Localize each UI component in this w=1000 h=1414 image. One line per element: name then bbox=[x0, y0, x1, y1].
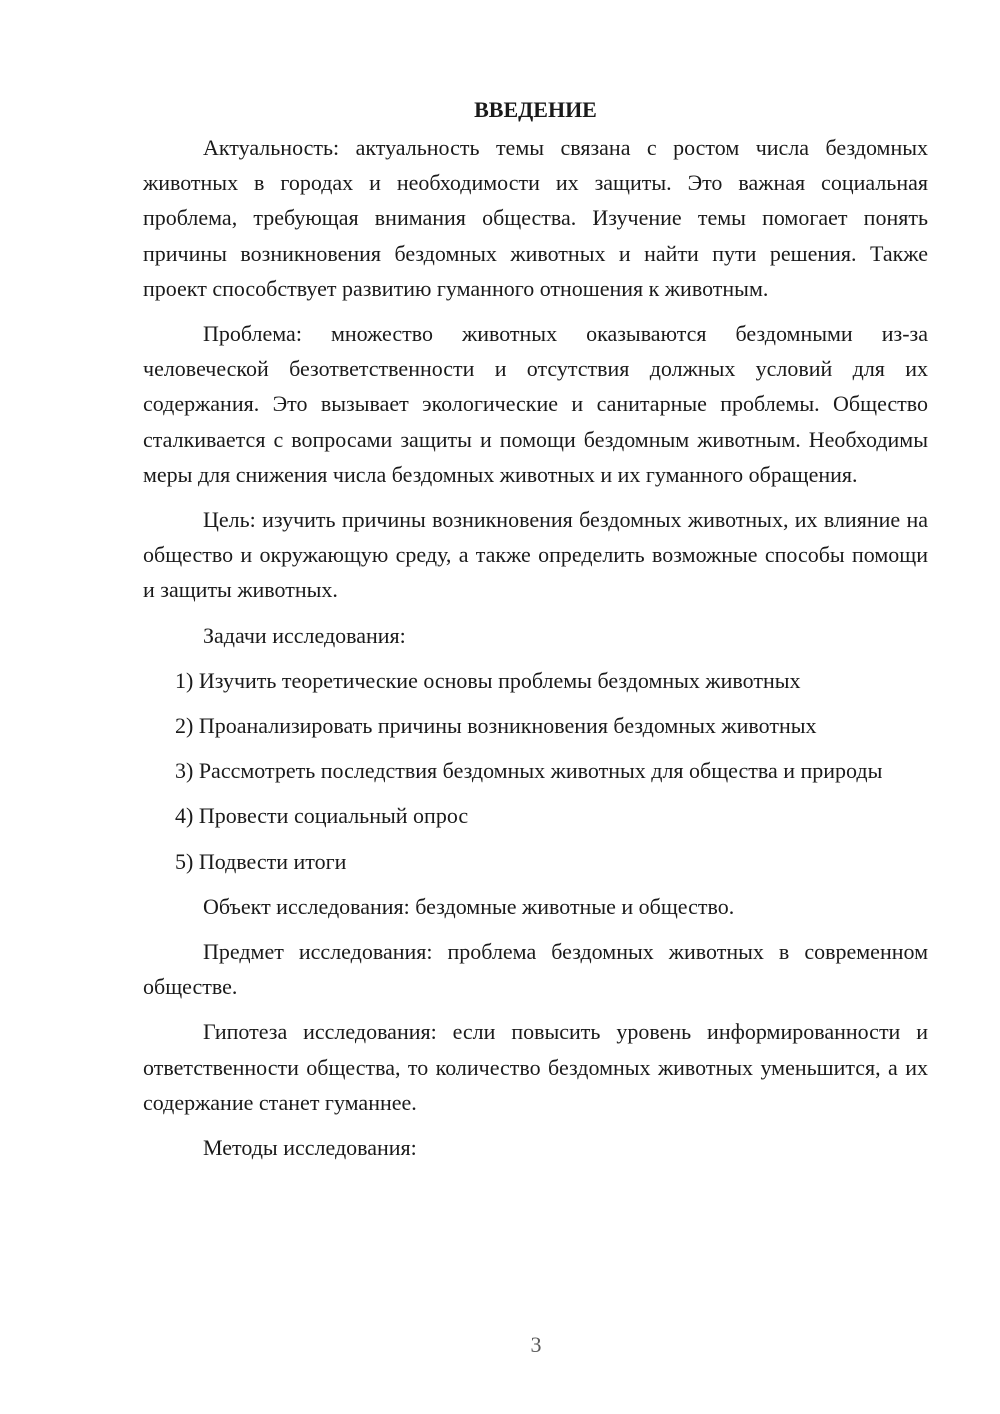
task-item: 1) Изучить теоретические основы проблемы бездомных животных bbox=[175, 667, 801, 693]
paragraph-subject: Предмет исследования: проблема бездомных животных в современном обществе. bbox=[143, 939, 928, 1000]
paragraph-problem: Проблема: множество животных оказываются бездомными из-за человеческой безответственности и отсутствия должных условий для их содержания. Это вызывает экологические и санитарные проблемы. Общество сталкивается с вопросами защиты и помощи бездомным животным. Необходимы меры для снижения числа бездомных животных и их гуманного обращения. bbox=[143, 321, 928, 487]
task-item: 5) Подвести итоги bbox=[175, 848, 347, 874]
task-item: 2) Проанализировать причины возникновения бездомных животных bbox=[175, 713, 817, 739]
paragraph-goal: Цель: изучить причины возникновения бездомных животных, их влияние на общество и окружающую среду, а также определить возможные способы помощи и защиты животных. bbox=[143, 507, 928, 603]
page-number: 3 bbox=[530, 1332, 542, 1357]
paragraph-hypothesis: Гипотеза исследования: если повысить уровень информированности и ответственности общества, то количество бездомных животных уменьшится, а их содержание станет гуманнее. bbox=[143, 1019, 928, 1115]
task-item: 4) Провести социальный опрос bbox=[175, 803, 469, 829]
page-title: ВВЕДЕНИЕ bbox=[474, 97, 597, 122]
task-item: 3) Рассмотреть последствия бездомных животных для общества и природы bbox=[175, 758, 883, 784]
document-page bbox=[143, 90, 928, 1175]
paragraph-object: Объект исследования: бездомные животные и общество. bbox=[203, 893, 735, 919]
paragraph-tasks-title: Задачи исследования: bbox=[203, 622, 406, 648]
paragraph-methods-title: Методы исследования: bbox=[203, 1135, 417, 1161]
paragraph-relevance: Актуальность: актуальность темы связана с ростом числа бездомных животных в городах и необходимости их защиты. Это важная социальная проблема, требующая внимания общества. Изучение темы помогает понять причины возникновения бездомных животных и найти пути решения. Также проект способствует развитию гуманного отношения к животным. bbox=[143, 135, 928, 301]
